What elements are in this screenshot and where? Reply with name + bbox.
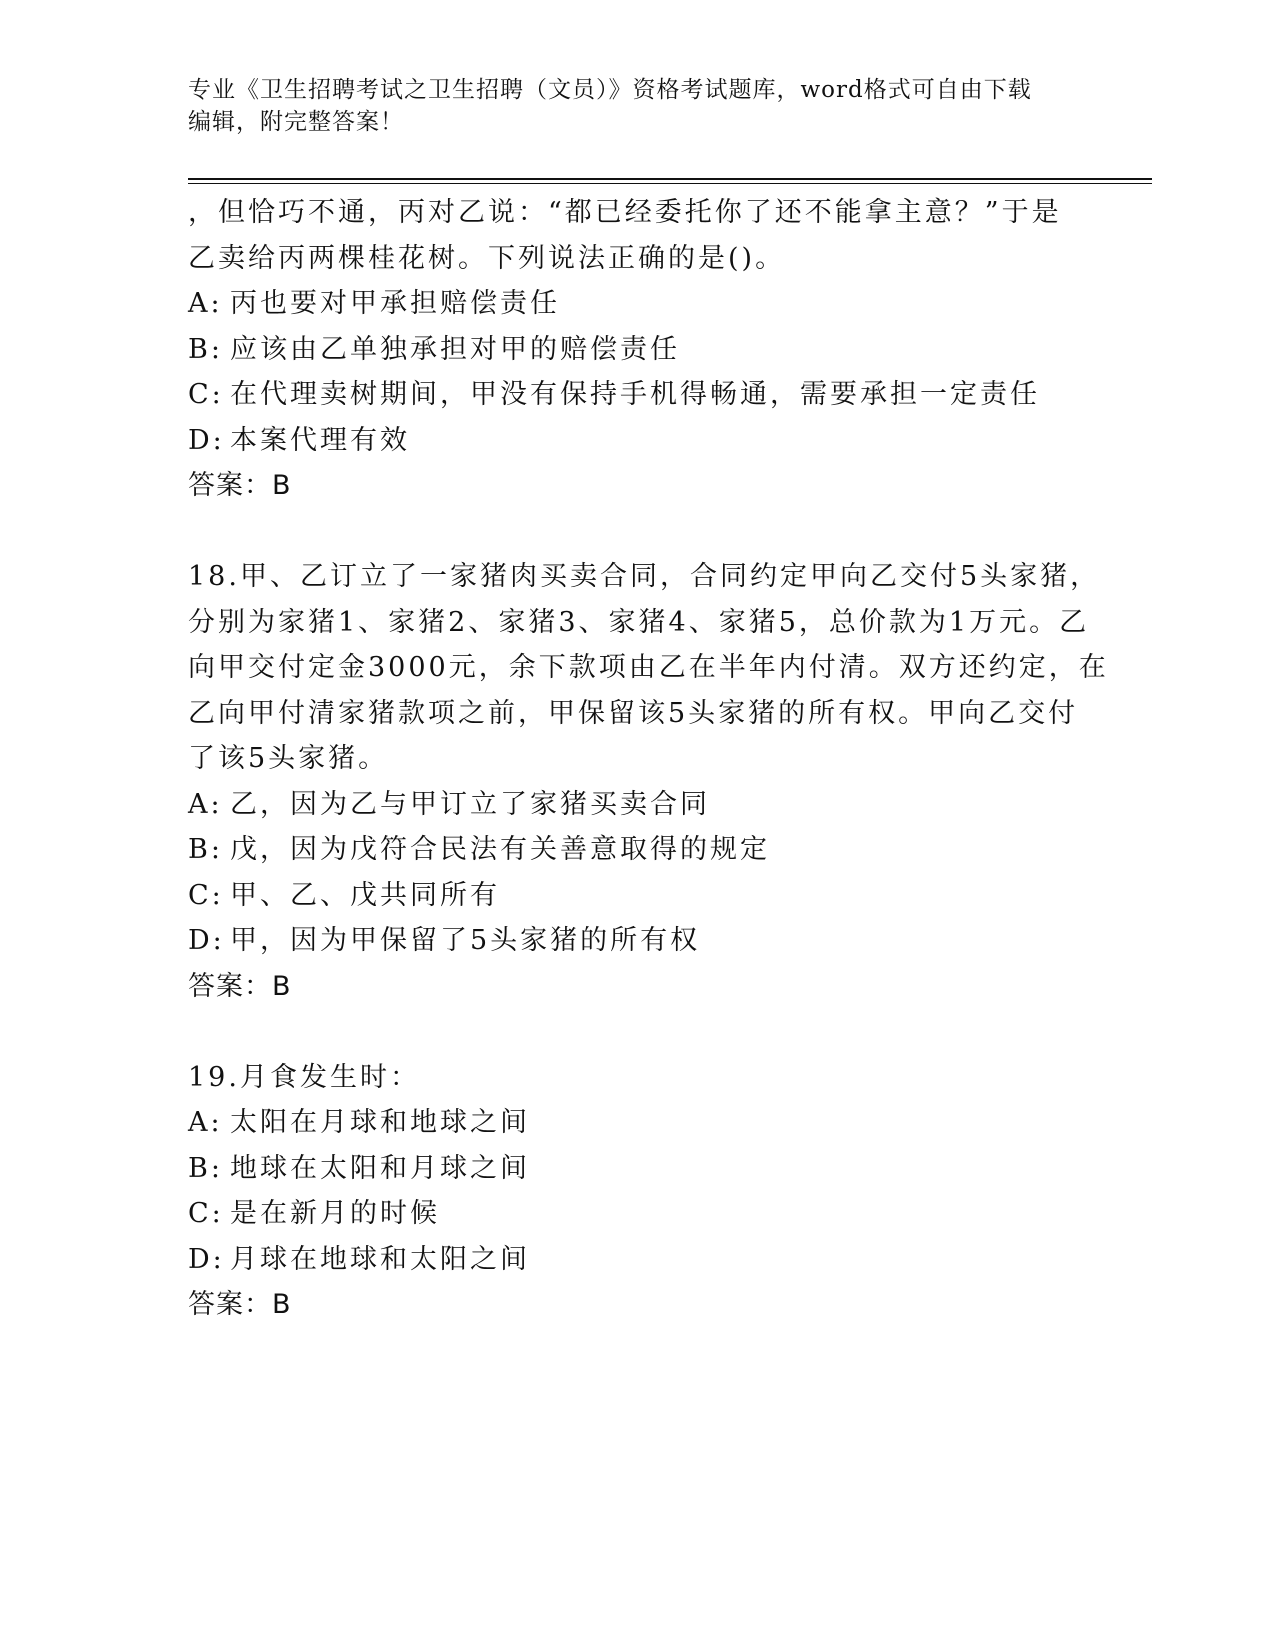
question-text-line: 乙卖给丙两棵桂花树。下列说法正确的是()。 — [188, 242, 786, 274]
option-label: A: — [188, 788, 223, 820]
document-header — [188, 74, 1088, 138]
option-label: C: — [188, 1198, 224, 1229]
option-d — [188, 1237, 1088, 1283]
header-rule-thick — [188, 178, 1152, 180]
question-text-line: 了该5头家猪。 — [188, 743, 389, 774]
option-text: 地球在太阳和月球之间 — [230, 1152, 530, 1184]
answer-line: 答案：B — [188, 1289, 292, 1320]
option-b — [188, 1146, 1088, 1192]
option-d — [188, 918, 1088, 964]
option-d — [188, 418, 1088, 464]
option-label: A: — [188, 1107, 223, 1138]
question-17 — [188, 190, 1088, 509]
option-label: D: — [188, 1243, 225, 1275]
spacer — [188, 509, 1088, 555]
option-label: C: — [188, 879, 224, 911]
option-text: 甲，因为甲保留了5头家猪的所有权 — [230, 925, 701, 956]
option-label: D: — [188, 925, 225, 956]
question-text-line: ，但恰巧不通，丙对乙说：“都已经委托你了还不能拿主意？”于是 — [188, 197, 1062, 228]
option-c — [188, 873, 1088, 919]
option-c — [188, 372, 1088, 418]
option-text: 本案代理有效 — [230, 424, 410, 456]
question-text-line: 19.月食发生时： — [188, 1061, 420, 1093]
document-body — [188, 190, 1109, 1328]
option-text: 月球在地球和太阳之间 — [230, 1243, 530, 1275]
option-label: B: — [188, 834, 223, 865]
option-a — [188, 1100, 1088, 1146]
question-text-line: 向甲交付定金3000元，余下款项由乙在半年内付清。双方还约定，在 — [188, 652, 1109, 683]
option-text: 丙也要对甲承担赔偿责任 — [230, 288, 560, 319]
question-text-line: 分别为家猪1、家猪2、家猪3、家猪4、家猪5，总价款为1万元。乙 — [188, 606, 1090, 638]
option-label: D: — [188, 424, 225, 456]
option-b — [188, 827, 1088, 873]
answer-line: 答案：B — [188, 470, 292, 501]
option-label: A: — [188, 288, 223, 319]
spacer — [188, 1009, 1088, 1055]
option-label: B: — [188, 1152, 223, 1184]
option-a — [188, 782, 1088, 828]
option-text: 乙，因为乙与甲订立了家猪买卖合同 — [230, 788, 710, 820]
option-label: C: — [188, 379, 224, 410]
question-19 — [188, 1055, 1088, 1328]
question-text-line: 18.甲、乙订立了一家猪肉买卖合同，合同约定甲向乙交付5头家猪， — [188, 561, 1101, 592]
question-text-line: 乙向甲付清家猪款项之前，甲保留该5头家猪的所有权。甲向乙交付 — [188, 697, 1079, 729]
option-text: 太阳在月球和地球之间 — [230, 1107, 530, 1138]
header-line-1: 专业《卫生招聘考试之卫生招聘（文员）》资格考试题库，word格式可自由下载 — [188, 77, 1032, 103]
option-label: B: — [188, 333, 223, 365]
option-text: 在代理卖树期间，甲没有保持手机得畅通，需要承担一定责任 — [230, 379, 1040, 410]
header-line-2: 编辑，附完整答案！ — [188, 109, 404, 135]
option-c — [188, 1191, 1088, 1237]
option-a — [188, 281, 1088, 327]
option-text: 应该由乙单独承担对甲的赔偿责任 — [230, 333, 680, 365]
header-rule-thin — [188, 183, 1152, 184]
question-18 — [188, 554, 1109, 1009]
option-text: 戊，因为戊符合民法有关善意取得的规定 — [230, 834, 770, 865]
option-text: 甲、乙、戊共同所有 — [230, 879, 500, 911]
option-b — [188, 327, 1088, 373]
answer-line: 答案：B — [188, 970, 292, 1002]
option-text: 是在新月的时候 — [230, 1198, 440, 1229]
